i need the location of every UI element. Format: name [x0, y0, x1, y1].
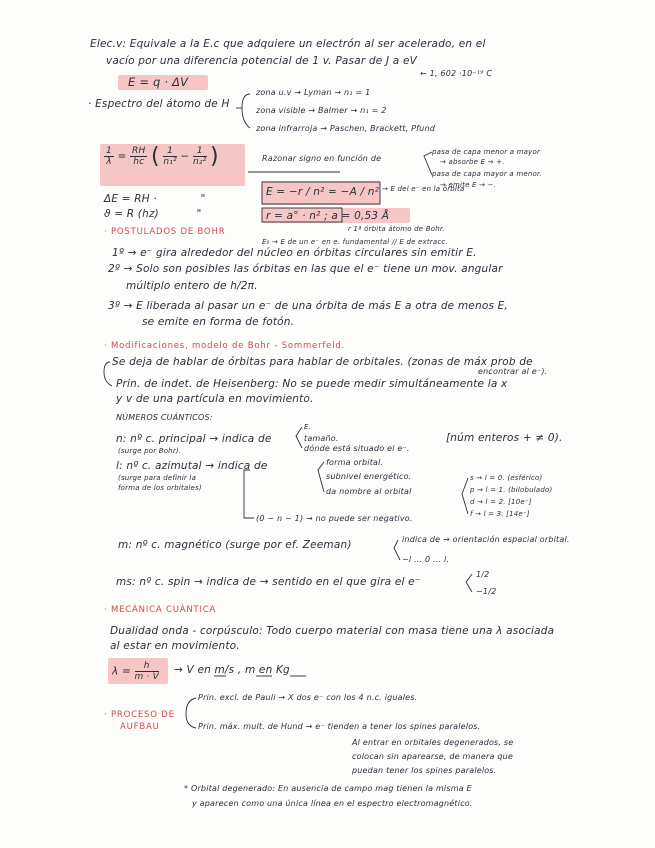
sommerfeld-l2b: y v de una partícula en movimiento. — [116, 393, 314, 405]
degenerate-line2: y aparecen como una única línea en el espectro electromagnético. — [192, 799, 473, 808]
l-opt-subnivel: subnivel energético. — [326, 472, 412, 481]
rule-absorbe-a: pasa de capa menor a mayor — [432, 148, 541, 156]
elecv-line2: vacío por una diferencia potencial de 1 v. Pasar de J a eV — [106, 55, 418, 67]
spectrum-ir: zona infrarroja → Paschen, Brackett, Pfund — [256, 124, 435, 133]
quantum-title: NÚMEROS CUÁNTICOS: — [116, 413, 213, 422]
lambda-formula: λ = $\frac{h}{m \cdot V}$ — [112, 661, 160, 682]
s-label: ms: nº c. spin → indica de → sentido en el que gira el e⁻ — [116, 576, 421, 588]
lambda-units: → V en m/s , m en Kg — [174, 664, 290, 676]
en-funcion-label: en función de — [324, 154, 382, 163]
l-sub1: (surge para definir la — [118, 474, 197, 482]
l-label: l: nº c. azimutal → indica de — [116, 460, 268, 472]
radius-formula: r = a° · n² ; a = 0,53 Å — [266, 210, 390, 222]
rydberg-f2: $\frac{1}{\text{n₂²}}$ — [192, 146, 207, 167]
rydberg-f1: $\frac{1}{\text{n₁²}}$ — [163, 146, 177, 167]
aufbau-title-1: · PROCESO DE — [104, 710, 175, 720]
elecv-conversion: ← 1, 602 ·10⁻¹⁹ C — [420, 69, 493, 78]
l-f: f → l = 3. [14e⁻] — [470, 510, 530, 518]
n-label: n: nº c. principal → indica de — [116, 433, 272, 445]
sommerfeld-l2a: Prin. de indet. de Heisenberg: No se puede medir simultáneamente la x — [116, 378, 508, 390]
m-opt1: indica de → orientación espacial orbital. — [402, 535, 570, 544]
razonar-label: Razonar signo — [262, 154, 322, 163]
s-val2: −1/2 — [476, 587, 497, 596]
e0-note: E₀ → E de un e⁻ en e. fundamental // E de extracc. — [262, 238, 448, 246]
n-sub: (surge por Bohr). — [118, 447, 182, 455]
l-opt-nombre: da nombre al orbital — [326, 487, 412, 496]
rydberg-mid: $\frac{RH}{hc}$ — [132, 146, 146, 167]
bohr-p1: 1º → e⁻ gira alrededor del núcleo en órbitas circulares sin emitir E. — [112, 247, 477, 259]
mecanica-title: · MECÁNICA CUÁNTICA — [104, 605, 217, 615]
mecanica-l2: al estar en movimiento. — [110, 640, 240, 652]
nu-formula: ϑ = R (hz) " — [104, 208, 202, 220]
aufbau-title-2: AUFBAU — [120, 722, 160, 732]
lambda-frac: $\frac{h}{m \cdot V}$ — [134, 661, 160, 682]
aufbau-hund2: Al entrar en orbitales degenerados, se — [352, 738, 514, 747]
spectrum-visible: zona visible → Balmer → n₁ = 2 — [256, 106, 387, 115]
aufbau-pauli: Prin. excl. de Pauli → X dos e⁻ con los 4 n.c. iguales. — [198, 693, 418, 702]
rule-absorbe-b: → absorbe E → +. — [440, 158, 505, 166]
sommerfeld-title: · Modificaciones, modelo de Bohr - Sommerfeld. — [104, 341, 346, 351]
s-val1: 1/2 — [476, 570, 490, 579]
energy-note: → E del e⁻ en la órbita — [382, 185, 465, 193]
rule-emite-a: pasa de capa mayor a menor. — [432, 170, 542, 178]
elecv-line1: Elec.v: Equivale a la E.c que adquiere un electrón al ser acelerado, en el — [90, 38, 486, 50]
n-opt-size: tamaño. — [304, 434, 339, 443]
degenerate-line1: * Orbital degenerado: En ausencia de campo mag tienen la misma E — [184, 784, 472, 793]
aufbau-hund3: colocan sin aparearse, de manera que — [352, 752, 514, 761]
aufbau-hund1: Prin. máx. mult. de Hund → e⁻ tienden a tener los spines paralelos. — [198, 722, 481, 731]
bohr-p3b: se emite en forma de fotón. — [142, 316, 295, 328]
spectrum-label: · Espectro del átomo de H — [88, 98, 230, 110]
aufbau-hund4: puedan tener los spines paralelos. — [352, 766, 497, 775]
m-label: m: nº c. magnético (surge por ef. Zeeman) — [118, 539, 352, 551]
l-p: p → l = 1. (bilobulado) — [470, 486, 553, 494]
l-sub2: forma de los orbitales) — [118, 484, 202, 492]
l-range: (0 − n − 1) → no puede ser negativo. — [256, 514, 413, 523]
bohr-p2a: 2º → Solo son posibles las órbitas en las que el e⁻ tiene un mov. angular — [108, 263, 503, 275]
n-opt-where: dónde está situado el e⁻. — [304, 444, 410, 453]
bohr-p2b: múltiplo entero de h/2π. — [126, 280, 258, 292]
l-d: d → l = 2. [10e⁻] — [470, 498, 532, 506]
mecanica-l1: Dualidad onda - corpúsculo: Todo cuerpo material con masa tiene una λ asociada — [110, 625, 555, 637]
n-opt-e: E. — [304, 423, 312, 431]
formula-e-qv: E = q · ΔV — [128, 75, 189, 89]
bohr-title: · POSTULADOS DE BOHR — [104, 227, 226, 237]
m-opt2: −l ... 0 ... l. — [402, 555, 450, 564]
sommerfeld-l1b: encontrar al e⁻). — [478, 367, 548, 376]
n-range: [núm enteros + ≠ 0). — [446, 432, 563, 444]
spectrum-uv: zona u.v → Lyman → n₁ = 1 — [256, 88, 371, 97]
radius-note: r 1ª órbita átomo de Bohr. — [348, 225, 445, 233]
rule-emite-b: → emite E → −. — [440, 181, 497, 189]
rydberg-lhs: $\frac{1}{\lambda}$ — [106, 146, 112, 167]
l-s: s → l = 0. (esférico) — [470, 474, 543, 482]
energy-formula: E = −r / n² = −A / n² — [266, 186, 380, 198]
sommerfeld-l1a: Se deja de hablar de órbitas para hablar de orbitales. (zonas de máx prob de — [112, 356, 533, 368]
delta-e-formula: ΔE = RH · " — [104, 193, 206, 205]
bohr-p3a: 3º → E liberada al pasar un e⁻ de una órbita de más E a otra de menos E, — [108, 300, 509, 312]
rydberg-formula: $\frac{1}{\lambda}$ = $\frac{RH}{hc}$ ( $\frac{1}{\text{n₁²}}$ − $\frac{1}{\text{n₂²}}$ ) — [106, 144, 219, 169]
l-opt-forma: forma orbital. — [326, 458, 384, 467]
